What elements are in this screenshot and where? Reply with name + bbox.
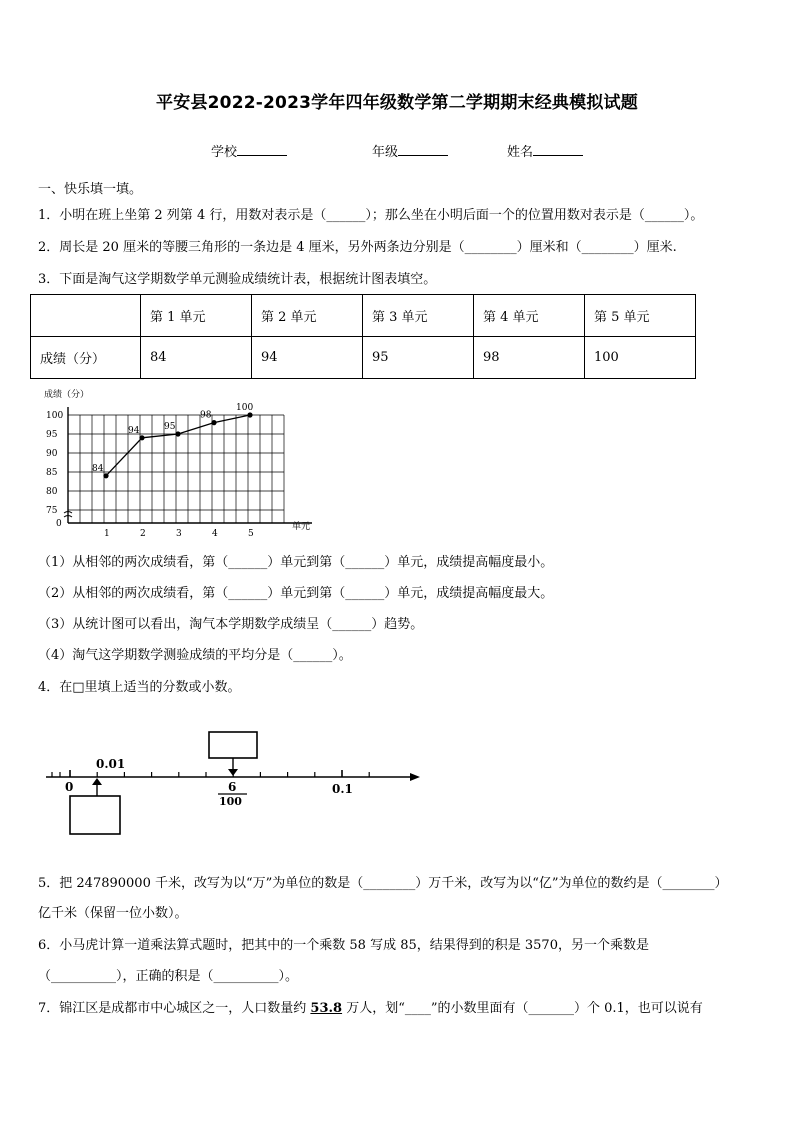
table-row-header (31, 295, 696, 337)
x-tick-label: 5 (248, 529, 254, 539)
score-line-chart (30, 384, 340, 540)
name-field (507, 141, 583, 160)
question-7-text-a: 7．锦江区是成都市中心城区之一，人口数量约 (38, 1001, 311, 1016)
y-tick-label: 0 (56, 519, 62, 529)
number-line-figure (40, 722, 430, 840)
question-3-sub2: （2）从相邻的两次成绩看，第（______）单元到第（______）单元，成绩提高幅度最大。 (38, 586, 554, 601)
data-label: 100 (236, 403, 254, 413)
question-3: 3．下面是淘气这学期数学单元测验成绩统计表，根据统计图表填空。 (38, 272, 437, 287)
question-5-line2: 亿千米（保留一位小数）。 (38, 906, 188, 921)
table-cell: 84 (141, 337, 252, 379)
y-tick-label: 100 (46, 411, 64, 421)
question-7-text-b: 万人，划“____”的小数里面有（_______）个 0.1，也可以说有 (342, 1001, 703, 1016)
grade-field (372, 141, 448, 160)
x-tick-label: 2 (140, 529, 146, 539)
data-label: 95 (164, 422, 176, 432)
answer-box-top[interactable] (209, 732, 257, 758)
table-cell: 95 (363, 337, 474, 379)
label-0: 0 (65, 780, 74, 794)
question-3-sub3: （3）从统计图可以看出，淘气本学期数学成绩呈（______）趋势。 (38, 617, 424, 632)
y-tick-label: 95 (46, 430, 58, 440)
score-table (30, 294, 696, 379)
data-point (103, 473, 108, 478)
question-3-sub1: （1）从相邻的两次成绩看，第（______）单元到第（______）单元，成绩提高幅度最小。 (38, 555, 554, 570)
data-point (247, 412, 252, 417)
fraction-denominator: 100 (219, 795, 242, 808)
arrow-up-icon (92, 778, 102, 785)
label-0-01: 0.01 (96, 757, 126, 771)
data-point (211, 420, 216, 425)
school-label: 学校 (211, 145, 238, 160)
y-tick-label: 90 (46, 449, 58, 459)
y-tick-label: 85 (46, 468, 58, 478)
grade-label: 年级 (372, 145, 399, 160)
x-tick-label: 4 (212, 529, 218, 539)
table-header-cell (31, 295, 141, 337)
question-1: 1．小明在班上坐第 2 列第 4 行，用数对表示是（______）；那么坐在小明后面一个的位置用数对表示是（______）。 (38, 208, 704, 223)
data-label: 94 (128, 425, 140, 436)
name-label: 姓名 (507, 145, 534, 160)
question-4: 4．在□里填上适当的分数或小数。 (38, 680, 241, 695)
question-6-line2: （__________），正确的积是（__________）。 (38, 969, 299, 984)
table-cell: 100 (585, 337, 696, 379)
y-tick-label: 75 (46, 506, 58, 516)
name-blank[interactable] (533, 141, 583, 156)
answer-box-bottom[interactable] (70, 796, 120, 834)
grade-blank[interactable] (398, 141, 448, 156)
table-header-cell: 第 1 单元 (141, 295, 252, 337)
table-header-cell: 第 3 单元 (363, 295, 474, 337)
x-tick-label: 1 (104, 529, 110, 539)
chart-series (103, 412, 252, 478)
table-cell: 94 (252, 337, 363, 379)
data-point (139, 435, 144, 440)
chart-x-ticks (104, 529, 254, 539)
table-row-scores (31, 337, 696, 379)
question-5-line1: 5．把 247890000 千米，改写为以“万”为单位的数是（________）万千米，改写为以“亿”为单位的数约是（________） (38, 876, 728, 891)
x-tick-label: 3 (176, 529, 182, 539)
table-header-cell: 第 5 单元 (585, 295, 696, 337)
table-header-cell: 第 2 单元 (252, 295, 363, 337)
y-tick-label: 80 (46, 487, 58, 497)
table-header-cell: 第 4 单元 (474, 295, 585, 337)
page-title: 平安县2022-2023学年四年级数学第二学期期末经典模拟试题 (156, 93, 638, 113)
table-cell: 98 (474, 337, 585, 379)
question-2: 2．周长是 20 厘米的等腰三角形的一条边是 4 厘米，另外两条边分别是（________）厘米和（________）厘米. (38, 240, 677, 255)
school-blank[interactable] (237, 141, 287, 156)
data-label: 98 (200, 410, 212, 421)
number-line-arrow-icon (410, 773, 420, 781)
label-0-1: 0.1 (332, 782, 353, 796)
school-field (211, 141, 287, 160)
data-point (175, 431, 180, 436)
fraction-numerator: 6 (228, 780, 237, 794)
chart-ylabel: 成绩（分） (44, 390, 90, 400)
data-label: 84 (92, 463, 104, 474)
section1-heading: 一、快乐填一填。 (38, 182, 143, 197)
question-7-line1 (38, 1001, 703, 1017)
series-line (106, 415, 250, 476)
number-line-ticks (52, 770, 369, 777)
question-6-line1: 6．小马虎计算一道乘法算式题时，把其中的一个乘数 58 写成 85，结果得到的积是 3570，另一个乘数是 (38, 938, 649, 953)
chart-y-ticks (46, 411, 63, 529)
question-7-number: 53.8 (310, 1001, 343, 1016)
question-3-sub4: （4）淘气这学期数学测验成绩的平均分是（______）。 (38, 648, 352, 663)
table-row-label: 成绩（分） (31, 337, 141, 379)
chart-xlabel: 单元 (292, 522, 311, 532)
